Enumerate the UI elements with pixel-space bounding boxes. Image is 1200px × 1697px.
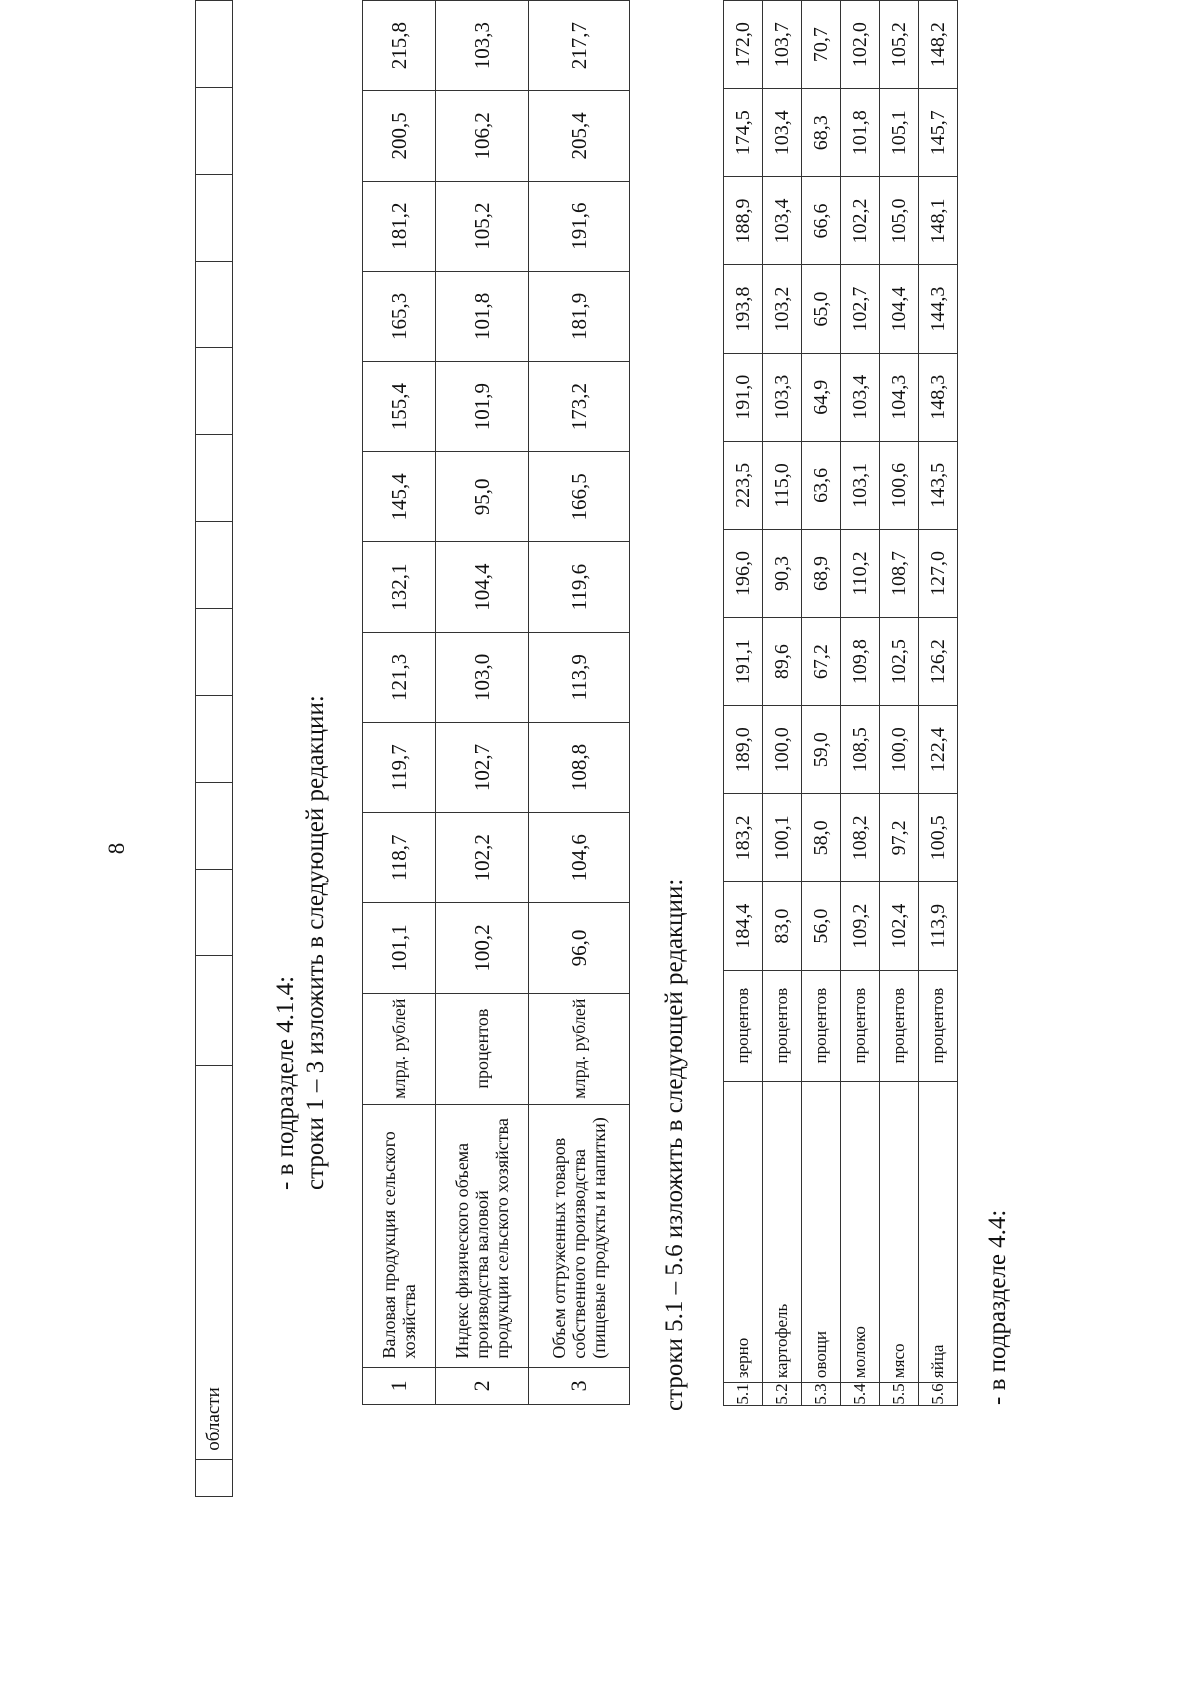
value-cell: 115,0 [763, 441, 802, 529]
value-cell: 102,2 [841, 177, 880, 265]
value-cell: 223,5 [724, 441, 763, 529]
table-row [196, 1, 233, 1497]
value-cell: 127,0 [919, 529, 958, 617]
value-cell: 166,5 [529, 452, 630, 542]
value-cell: 58,0 [802, 794, 841, 882]
value-cell: 59,0 [802, 706, 841, 794]
value-cell: 119,6 [529, 542, 630, 632]
row-name: зерно [724, 1081, 763, 1382]
value-cell: 148,2 [919, 1, 958, 89]
value-cell: 90,3 [763, 529, 802, 617]
row-name: яйца [919, 1081, 958, 1382]
value-cell: 102,0 [841, 1, 880, 89]
value-cell: 172,0 [724, 1, 763, 89]
value-cell: 108,2 [841, 794, 880, 882]
value-cell: 104,4 [880, 265, 919, 353]
value-cell: 126,2 [919, 618, 958, 706]
value-cell: 132,1 [363, 542, 436, 632]
value-cell: 63,6 [802, 441, 841, 529]
row-name: Объем отгруженных товаров собственного производства (пищевые продукты и напитки) [529, 1104, 630, 1367]
row-unit: процентов [841, 970, 880, 1081]
value-cell: 109,8 [841, 618, 880, 706]
row-number: 5.2 [763, 1383, 802, 1406]
row-unit: млрд. рублей [529, 993, 630, 1104]
row-number: 3 [529, 1367, 630, 1404]
value-cell: 104,6 [529, 813, 630, 903]
value-cell: 103,3 [763, 353, 802, 441]
region-label: области [196, 1066, 233, 1459]
row-unit: процентов [724, 970, 763, 1081]
row-unit: процентов [880, 970, 919, 1081]
value-cell: 106,2 [436, 91, 529, 181]
row-name: Индекс физического объема производства валовой продукции сельского хозяйства [436, 1104, 529, 1367]
row-unit: млрд. рублей [363, 993, 436, 1104]
row-number: 5.5 [880, 1383, 919, 1406]
row-number: 5.6 [919, 1383, 958, 1406]
value-cell: 101,9 [436, 361, 529, 451]
value-cell: 101,1 [363, 903, 436, 993]
previous-table-fragment [195, 0, 233, 1497]
row-name: овощи [802, 1081, 841, 1382]
value-cell: 108,5 [841, 706, 880, 794]
value-cell: 102,5 [880, 618, 919, 706]
section-heading-44: - в подразделе 4.4: [984, 1209, 1011, 1405]
value-cell: 143,5 [919, 441, 958, 529]
row-unit: процентов [436, 993, 529, 1104]
value-cell: 155,4 [363, 361, 436, 451]
value-cell: 148,3 [919, 353, 958, 441]
value-cell: 104,3 [880, 353, 919, 441]
value-cell: 181,2 [363, 181, 436, 271]
value-cell: 100,2 [436, 903, 529, 993]
value-cell: 70,7 [802, 1, 841, 89]
value-cell: 119,7 [363, 722, 436, 812]
value-cell: 188,9 [724, 177, 763, 265]
value-cell: 103,4 [763, 177, 802, 265]
value-cell: 108,8 [529, 722, 630, 812]
value-cell: 104,4 [436, 542, 529, 632]
table-row [802, 1, 841, 1406]
value-cell: 105,1 [880, 89, 919, 177]
table-row [436, 1, 529, 1405]
value-cell: 191,1 [724, 618, 763, 706]
row-name: Валовая продукция сельского хозяйства [363, 1104, 436, 1367]
value-cell: 184,4 [724, 882, 763, 970]
row-number: 2 [436, 1367, 529, 1404]
value-cell: 205,4 [529, 91, 630, 181]
value-cell: 103,4 [763, 89, 802, 177]
value-cell: 103,4 [841, 353, 880, 441]
value-cell: 100,6 [880, 441, 919, 529]
value-cell: 145,7 [919, 89, 958, 177]
value-cell: 100,0 [763, 706, 802, 794]
value-cell: 200,5 [363, 91, 436, 181]
value-cell: 97,2 [880, 794, 919, 882]
value-cell: 122,4 [919, 706, 958, 794]
row-number: 5.1 [724, 1383, 763, 1406]
value-cell: 145,4 [363, 452, 436, 542]
value-cell: 66,6 [802, 177, 841, 265]
value-cell: 113,9 [529, 632, 630, 722]
row-number: 1 [363, 1367, 436, 1404]
section-heading-414: - в подразделе 4.1.4: [272, 975, 299, 1190]
value-cell: 165,3 [363, 271, 436, 361]
value-cell: 173,2 [529, 361, 630, 451]
value-cell: 95,0 [436, 452, 529, 542]
value-cell: 113,9 [919, 882, 958, 970]
value-cell: 110,2 [841, 529, 880, 617]
value-cell: 183,2 [724, 794, 763, 882]
value-cell: 144,3 [919, 265, 958, 353]
table-row [841, 1, 880, 1406]
value-cell: 67,2 [802, 618, 841, 706]
value-cell: 103,3 [436, 1, 529, 91]
value-cell: 102,4 [880, 882, 919, 970]
value-cell: 189,0 [724, 706, 763, 794]
value-cell: 196,0 [724, 529, 763, 617]
value-cell: 102,7 [841, 265, 880, 353]
value-cell: 109,2 [841, 882, 880, 970]
row-name: картофель [763, 1081, 802, 1382]
table-row [880, 1, 919, 1406]
value-cell: 105,0 [880, 177, 919, 265]
value-cell: 191,6 [529, 181, 630, 271]
row-number: 5.3 [802, 1383, 841, 1406]
value-cell: 148,1 [919, 177, 958, 265]
value-cell: 100,1 [763, 794, 802, 882]
row-unit: процентов [763, 970, 802, 1081]
value-cell: 103,2 [763, 265, 802, 353]
value-cell: 102,7 [436, 722, 529, 812]
value-cell: 102,2 [436, 813, 529, 903]
value-cell: 65,0 [802, 265, 841, 353]
value-cell: 193,8 [724, 265, 763, 353]
value-cell: 64,9 [802, 353, 841, 441]
value-cell: 181,9 [529, 271, 630, 361]
value-cell: 118,7 [363, 813, 436, 903]
value-cell: 100,5 [919, 794, 958, 882]
page-number: 8 [104, 842, 129, 855]
indicators-table-rows-5-1-5-6 [723, 0, 958, 1406]
value-cell: 121,3 [363, 632, 436, 722]
table-row [724, 1, 763, 1406]
row-number: 5.4 [841, 1383, 880, 1406]
value-cell: 103,7 [763, 1, 802, 89]
row-name: мясо [880, 1081, 919, 1382]
value-cell: 103,1 [841, 441, 880, 529]
section-instruction-rows-5-1-5-6: строки 5.1 – 5.6 изложить в следующей редакции: [661, 878, 688, 1411]
table-row [919, 1, 958, 1406]
value-cell: 56,0 [802, 882, 841, 970]
value-cell: 100,0 [880, 706, 919, 794]
value-cell: 191,0 [724, 353, 763, 441]
table-row [363, 1, 436, 1405]
table-row [529, 1, 630, 1405]
table-row [763, 1, 802, 1406]
value-cell: 217,7 [529, 1, 630, 91]
value-cell: 108,7 [880, 529, 919, 617]
value-cell: 89,6 [763, 618, 802, 706]
value-cell: 68,3 [802, 89, 841, 177]
value-cell: 83,0 [763, 882, 802, 970]
row-unit: процентов [919, 970, 958, 1081]
section-instruction-rows-1-3: строки 1 – 3 изложить в следующей редакции: [302, 695, 329, 1190]
value-cell: 68,9 [802, 529, 841, 617]
value-cell: 101,8 [841, 89, 880, 177]
value-cell: 96,0 [529, 903, 630, 993]
value-cell: 101,8 [436, 271, 529, 361]
row-unit: процентов [802, 970, 841, 1081]
indicators-table-rows-1-3 [362, 0, 630, 1405]
value-cell: 174,5 [724, 89, 763, 177]
value-cell: 105,2 [880, 1, 919, 89]
value-cell: 215,8 [363, 1, 436, 91]
value-cell: 105,2 [436, 181, 529, 271]
row-name: молоко [841, 1081, 880, 1382]
value-cell: 103,0 [436, 632, 529, 722]
